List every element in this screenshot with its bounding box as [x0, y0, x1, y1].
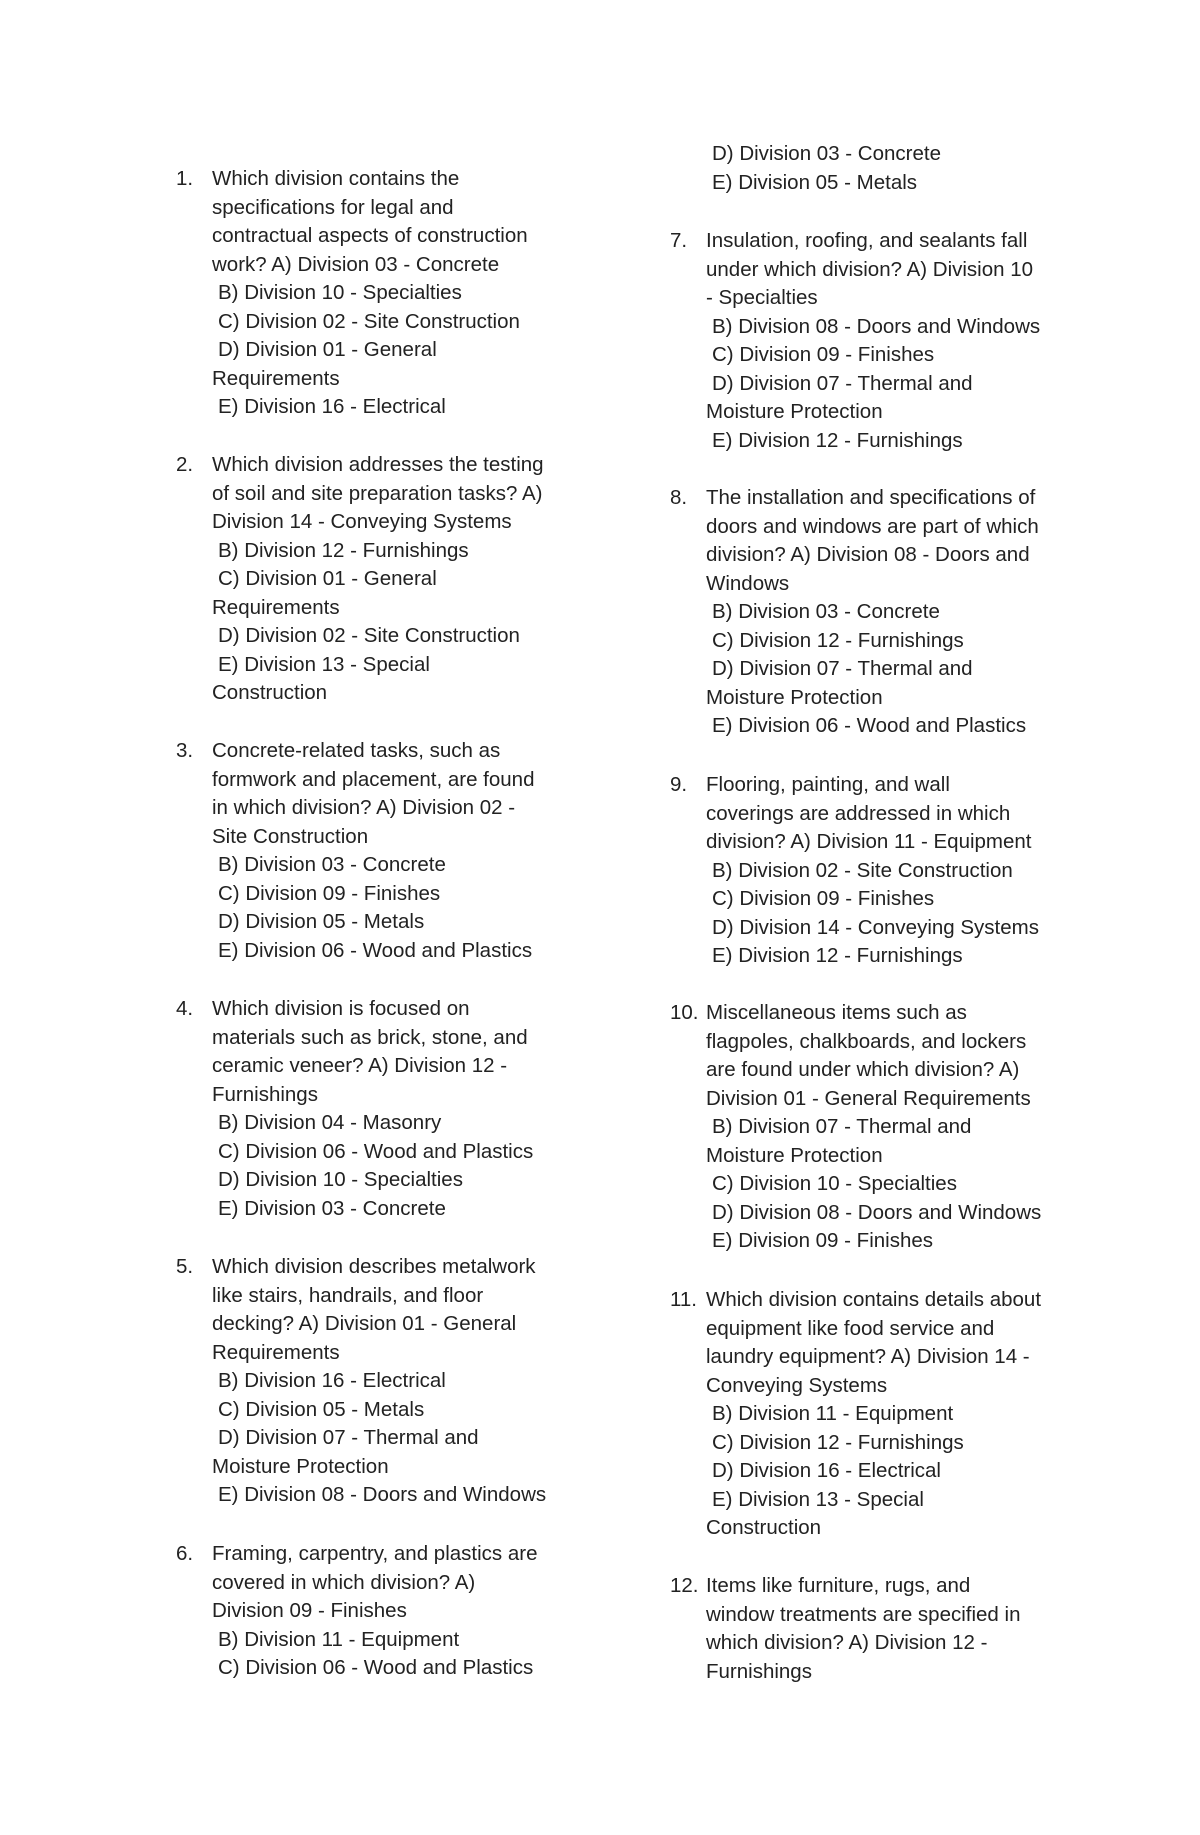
answer-option-line: Construction [706, 1516, 822, 1539]
question-4 [176, 995, 566, 1223]
question-text-line: in which division? A) Division 02 - [212, 796, 516, 819]
question-number: 10. [670, 1001, 699, 1024]
answer-option-line: B) Division 12 - Furnishings [218, 538, 469, 562]
answer-option-line: E) Division 05 - Metals [712, 170, 918, 194]
answer-option-line: B) Division 03 - Concrete [218, 853, 446, 876]
question-number: 5. [176, 1255, 194, 1278]
answer-option-line: Construction [212, 681, 328, 704]
answer-option-line: E) Division 13 - Special [712, 1487, 924, 1511]
answer-option-line: C) Division 12 - Furnishings [712, 628, 964, 652]
question-text-line: Site Construction [212, 824, 369, 848]
question-text-line: like stairs, handrails, and floor [212, 1283, 484, 1307]
answer-option-line: B) Division 10 - Specialties [218, 281, 462, 304]
answer-option-line: D) Division 05 - Metals [218, 910, 425, 933]
answer-option-line: D) Division 07 - Thermal and [712, 371, 973, 395]
question-number: 7. [670, 229, 688, 252]
answer-option-line: C) Division 10 - Specialties [712, 1172, 957, 1195]
question-text-line: Furnishings [212, 1082, 318, 1106]
answer-option-line: E) Division 13 - Special [218, 652, 430, 676]
question-body [706, 999, 1070, 1256]
answer-option-line: C) Division 01 - General [218, 567, 437, 590]
answer-option-line: D) Division 07 - Thermal and [218, 1426, 479, 1449]
answer-option-line: Moisture Protection [706, 1143, 883, 1167]
question-number: 11. [670, 1288, 697, 1311]
question-text-line: Windows [706, 571, 790, 595]
question-text-line: Division 01 - General Requirements [706, 1086, 1031, 1110]
question-text-line: - Specialties [706, 286, 818, 309]
question-text-line: Insulation, roofing, and sealants fall [706, 229, 1028, 252]
question-7 [670, 227, 1070, 455]
answer-option-line: D) Division 02 - Site Construction [218, 624, 520, 647]
question-text-line: Which division addresses the testing [212, 453, 544, 476]
question-text-line: covered in which division? A) [212, 1570, 476, 1594]
question-text-line: Flooring, painting, and wall [706, 773, 950, 796]
answer-option-line: C) Division 09 - Finishes [712, 343, 935, 366]
answer-option-line: Moisture Protection [706, 400, 883, 423]
question-text-line: The installation and specifications of [706, 486, 1036, 509]
question-text-line: Miscellaneous items such as [706, 1001, 967, 1024]
answer-option-line: Moisture Protection [212, 1454, 389, 1478]
answer-option-line: E) Division 09 - Finishes [712, 1229, 934, 1252]
question-text-line: Requirements [212, 1340, 340, 1364]
answer-option-line: C) Division 12 - Furnishings [712, 1430, 964, 1454]
question-number: 4. [176, 997, 194, 1020]
answer-option-line: B) Division 11 - Equipment [712, 1402, 954, 1425]
answer-option-line: D) Division 01 - General [218, 338, 437, 361]
question-9 [670, 771, 1070, 971]
answer-option-line: Requirements [212, 366, 340, 390]
question-text-line: laundry equipment? A) Division 14 - [706, 1345, 1030, 1368]
question-body [212, 737, 566, 965]
question-text-line: of soil and site preparation tasks? A) [212, 481, 543, 505]
question-number: 3. [176, 739, 194, 762]
question-5 [176, 1253, 566, 1510]
question-text-line: Conveying Systems [706, 1373, 888, 1397]
question-text-line: window treatments are specified in [706, 1602, 1021, 1626]
answer-option-line: E) Division 16 - Electrical [218, 395, 446, 418]
question-12 [670, 1572, 1070, 1686]
question-text-line: which division? A) Division 12 - [706, 1631, 988, 1654]
question-text-line: division? A) Division 08 - Doors and [706, 543, 1030, 566]
question-text-line: decking? A) Division 01 - General [212, 1312, 517, 1335]
question-text-line: coverings are addressed in which [706, 801, 1011, 825]
answer-option-line: E) Division 06 - Wood and Plastics [218, 938, 533, 962]
answer-option-line: E) Division 03 - Concrete [218, 1196, 446, 1220]
question-body [706, 227, 1070, 455]
answer-option-line: D) Division 16 - Electrical [712, 1459, 941, 1482]
question-11 [670, 1286, 1070, 1543]
question-text-line: Which division contains details about [706, 1288, 1042, 1311]
question-text-line: work? A) Division 03 - Concrete [212, 252, 500, 276]
question-body [706, 1572, 1070, 1686]
question-body [212, 451, 566, 708]
question-6-continued [670, 140, 1070, 197]
question-6 [176, 1540, 566, 1683]
question-text-line: contractual aspects of construction [212, 224, 528, 247]
answer-option-line: D) Division 10 - Specialties [218, 1168, 463, 1191]
question-2 [176, 451, 566, 708]
question-text-line: Concrete-related tasks, such as [212, 739, 501, 762]
question-body [212, 165, 566, 422]
question-body [706, 140, 1070, 197]
question-number: 12. [670, 1574, 699, 1597]
question-text-line: doors and windows are part of which [706, 514, 1039, 538]
answer-option-line: B) Division 11 - Equipment [218, 1627, 460, 1651]
question-body [212, 1253, 566, 1510]
question-text-line: Items like furniture, rugs, and [706, 1574, 971, 1597]
question-text-line: specifications for legal and [212, 195, 454, 219]
question-text-line: Which division describes metalwork [212, 1255, 536, 1278]
question-body [212, 1540, 566, 1683]
question-text-line: Division 14 - Conveying Systems [212, 510, 512, 533]
answer-option-line: C) Division 06 - Wood and Plastics [218, 1139, 534, 1163]
answer-option-line: D) Division 07 - Thermal and [712, 657, 973, 680]
question-body [706, 484, 1070, 741]
answer-option-line: C) Division 09 - Finishes [712, 887, 935, 910]
question-text-line: Which division is focused on [212, 997, 470, 1020]
answer-option-line: E) Division 12 - Furnishings [712, 428, 963, 452]
question-number: 1. [176, 167, 194, 190]
question-8 [670, 484, 1070, 741]
answer-option-line: B) Division 07 - Thermal and [712, 1115, 972, 1138]
question-body [212, 995, 566, 1223]
answer-option-line: B) Division 16 - Electrical [218, 1369, 446, 1392]
answer-option-line: C) Division 06 - Wood and Plastics [218, 1656, 534, 1679]
question-text-line: Framing, carpentry, and plastics are [212, 1542, 538, 1565]
question-text-line: equipment like food service and [706, 1316, 995, 1340]
question-number: 2. [176, 453, 194, 476]
question-text-line: division? A) Division 11 - Equipment [706, 830, 1032, 853]
answer-option-line: E) Division 08 - Doors and Windows [218, 1483, 547, 1506]
answer-option-line: C) Division 02 - Site Construction [218, 309, 520, 333]
answer-option-line: B) Division 03 - Concrete [712, 600, 940, 623]
question-text-line: are found under which division? A) [706, 1058, 1020, 1081]
answer-option-line: D) Division 03 - Concrete [712, 142, 941, 165]
question-10 [670, 999, 1070, 1256]
question-body [706, 1286, 1070, 1543]
answer-option-line: C) Division 05 - Metals [218, 1397, 425, 1421]
answer-option-line: B) Division 08 - Doors and Windows [712, 314, 1041, 338]
question-3 [176, 737, 566, 965]
question-body [706, 771, 1070, 971]
answer-option-line: D) Division 14 - Conveying Systems [712, 915, 1039, 939]
answer-option-line: Moisture Protection [706, 685, 883, 709]
question-text-line: Division 09 - Finishes [212, 1599, 407, 1622]
answer-option-line: Requirements [212, 595, 340, 619]
answer-option-line: E) Division 12 - Furnishings [712, 944, 963, 967]
question-text-line: under which division? A) Division 10 [706, 257, 1034, 281]
question-1 [176, 165, 566, 422]
answer-option-line: B) Division 04 - Masonry [218, 1111, 442, 1134]
question-text-line: ceramic veneer? A) Division 12 - [212, 1054, 508, 1077]
answer-option-line: E) Division 06 - Wood and Plastics [712, 714, 1027, 737]
question-text-line: flagpoles, chalkboards, and lockers [706, 1029, 1027, 1053]
question-number: 6. [176, 1542, 194, 1565]
answer-option-line: D) Division 08 - Doors and Windows [712, 1200, 1042, 1224]
question-text-line: materials such as brick, stone, and [212, 1025, 528, 1049]
answer-option-line: B) Division 02 - Site Construction [712, 858, 1013, 882]
question-number: 8. [670, 486, 688, 509]
question-text-line: Furnishings [706, 1659, 812, 1683]
question-number: 9. [670, 773, 688, 796]
answer-option-line: C) Division 09 - Finishes [218, 881, 441, 905]
question-text-line: Which division contains the [212, 167, 460, 190]
question-text-line: formwork and placement, are found [212, 767, 535, 791]
